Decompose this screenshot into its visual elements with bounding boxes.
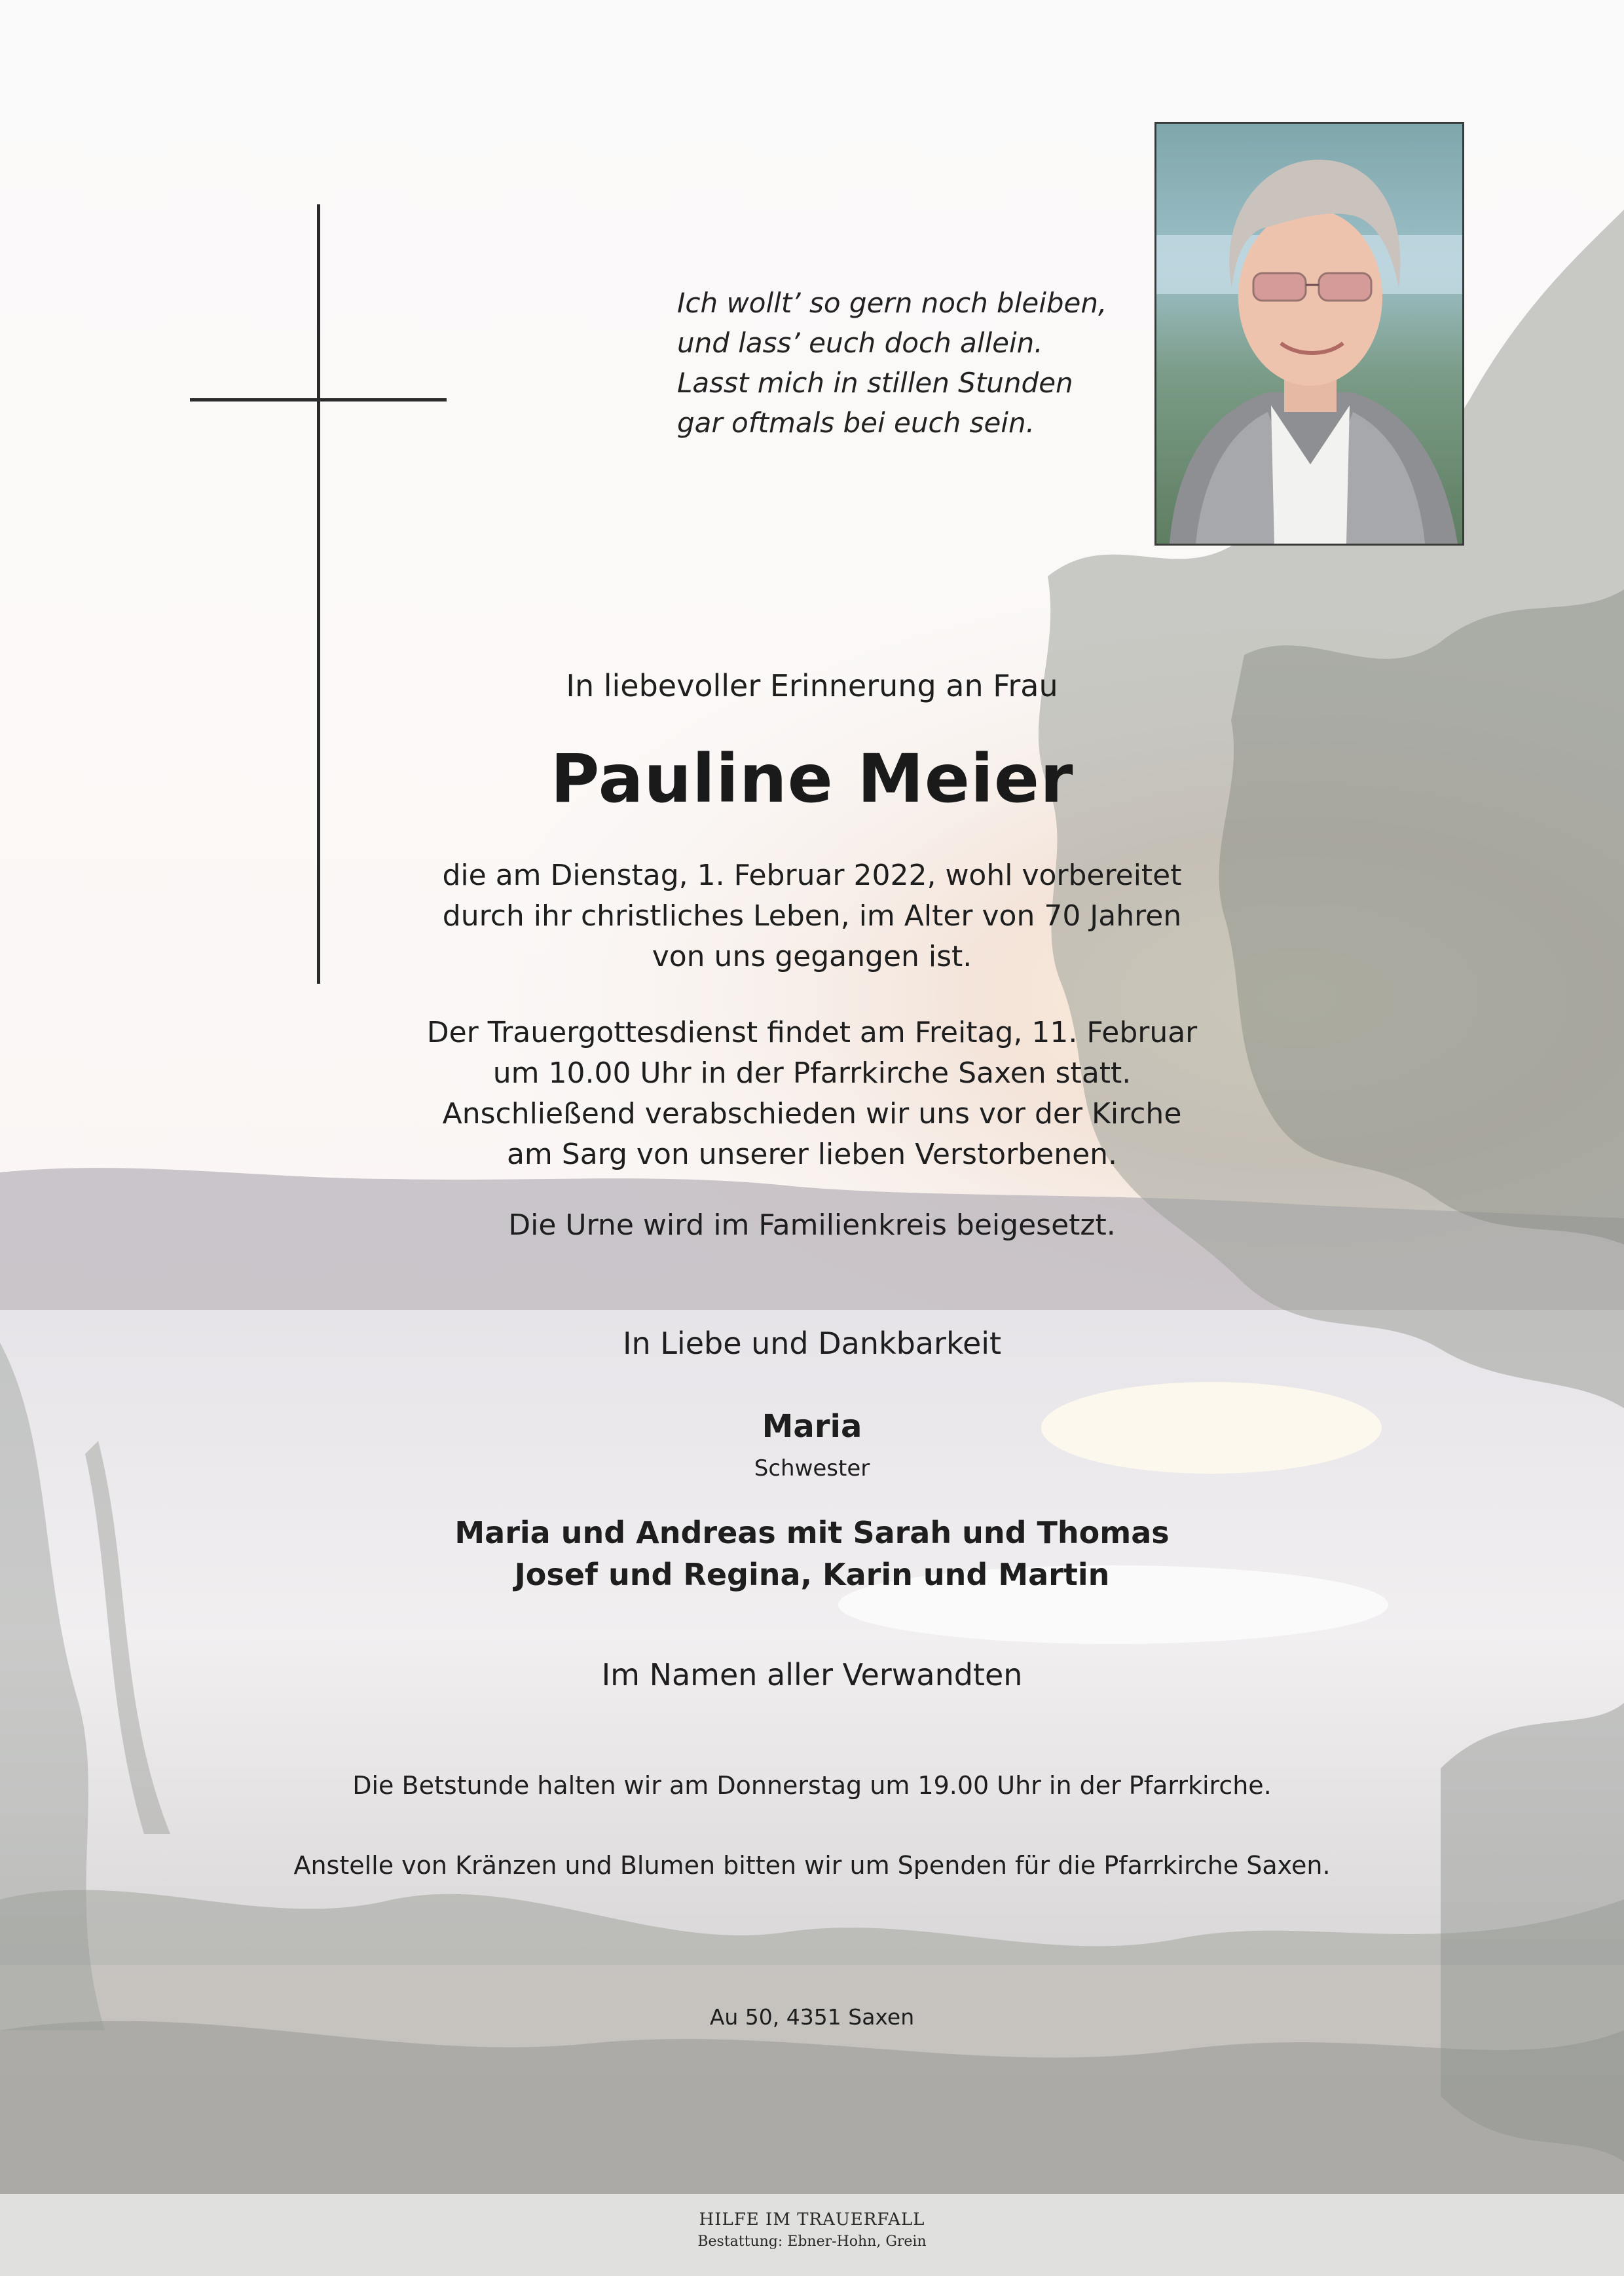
poem-line: gar oftmals bei euch sein. xyxy=(677,407,1035,439)
service-line: Der Trauergottesdienst findet am Freitag, 11. Februar xyxy=(426,1016,1198,1049)
portrait-photo xyxy=(1154,122,1464,546)
deceased-name: Pauline Meier xyxy=(550,740,1074,818)
intro-line: In liebevoller Erinnerung an Frau xyxy=(566,668,1058,703)
death-notice-line: die am Dienstag, 1. Februar 2022, wohl vorbereitet xyxy=(442,859,1182,892)
poem-line: Ich wollt’ so gern noch bleiben, xyxy=(677,287,1107,319)
mourners-intro: In Liebe und Dankbarkeit xyxy=(622,1326,1002,1361)
family-line: Josef und Regina, Karin und Martin xyxy=(514,1557,1110,1592)
service-info xyxy=(0,1013,1624,1175)
poem-verse xyxy=(677,283,1135,443)
address: Au 50, 4351 Saxen xyxy=(709,2004,915,2030)
portrait-image xyxy=(1156,124,1462,544)
death-notice-line: von uns gegangen ist. xyxy=(652,940,972,973)
service-line: Anschließend verabschieden wir uns vor der Kirche xyxy=(442,1097,1182,1130)
relatives-line: Im Namen aller Verwandten xyxy=(601,1657,1023,1692)
footer-title: HILFE IM TRAUERFALL xyxy=(699,2210,925,2229)
donation-note: Anstelle von Kränzen und Blumen bitten wir um Spenden für die Pfarrkirche Saxen. xyxy=(293,1851,1331,1880)
family-names xyxy=(0,1512,1624,1595)
service-line: am Sarg von unserer lieben Verstorbenen. xyxy=(506,1138,1118,1171)
death-notice xyxy=(0,855,1624,977)
footer-undertaker: Bestattung: Ebner-Hohn, Grein xyxy=(697,2233,927,2250)
service-line: um 10.00 Uhr in der Pfarrkirche Saxen statt. xyxy=(492,1056,1132,1090)
cross-icon-bar xyxy=(190,398,447,401)
poem-line: und lass’ euch doch allein. xyxy=(677,327,1043,359)
prayer-note: Die Betstunde halten wir am Donnerstag um 19.00 Uhr in der Pfarrkirche. xyxy=(352,1771,1272,1800)
poem-line: Lasst mich in stillen Stunden xyxy=(677,367,1073,399)
urn-note: Die Urne wird im Familienkreis beigesetzt. xyxy=(508,1208,1116,1242)
death-notice-line: durch ihr christliches Leben, im Alter von 70 Jahren xyxy=(442,899,1182,933)
footer xyxy=(0,2210,1624,2250)
sister-relation: Schwester xyxy=(754,1455,870,1482)
sister-name: Maria xyxy=(762,1408,862,1445)
family-line: Maria und Andreas mit Sarah und Thomas xyxy=(454,1515,1170,1550)
